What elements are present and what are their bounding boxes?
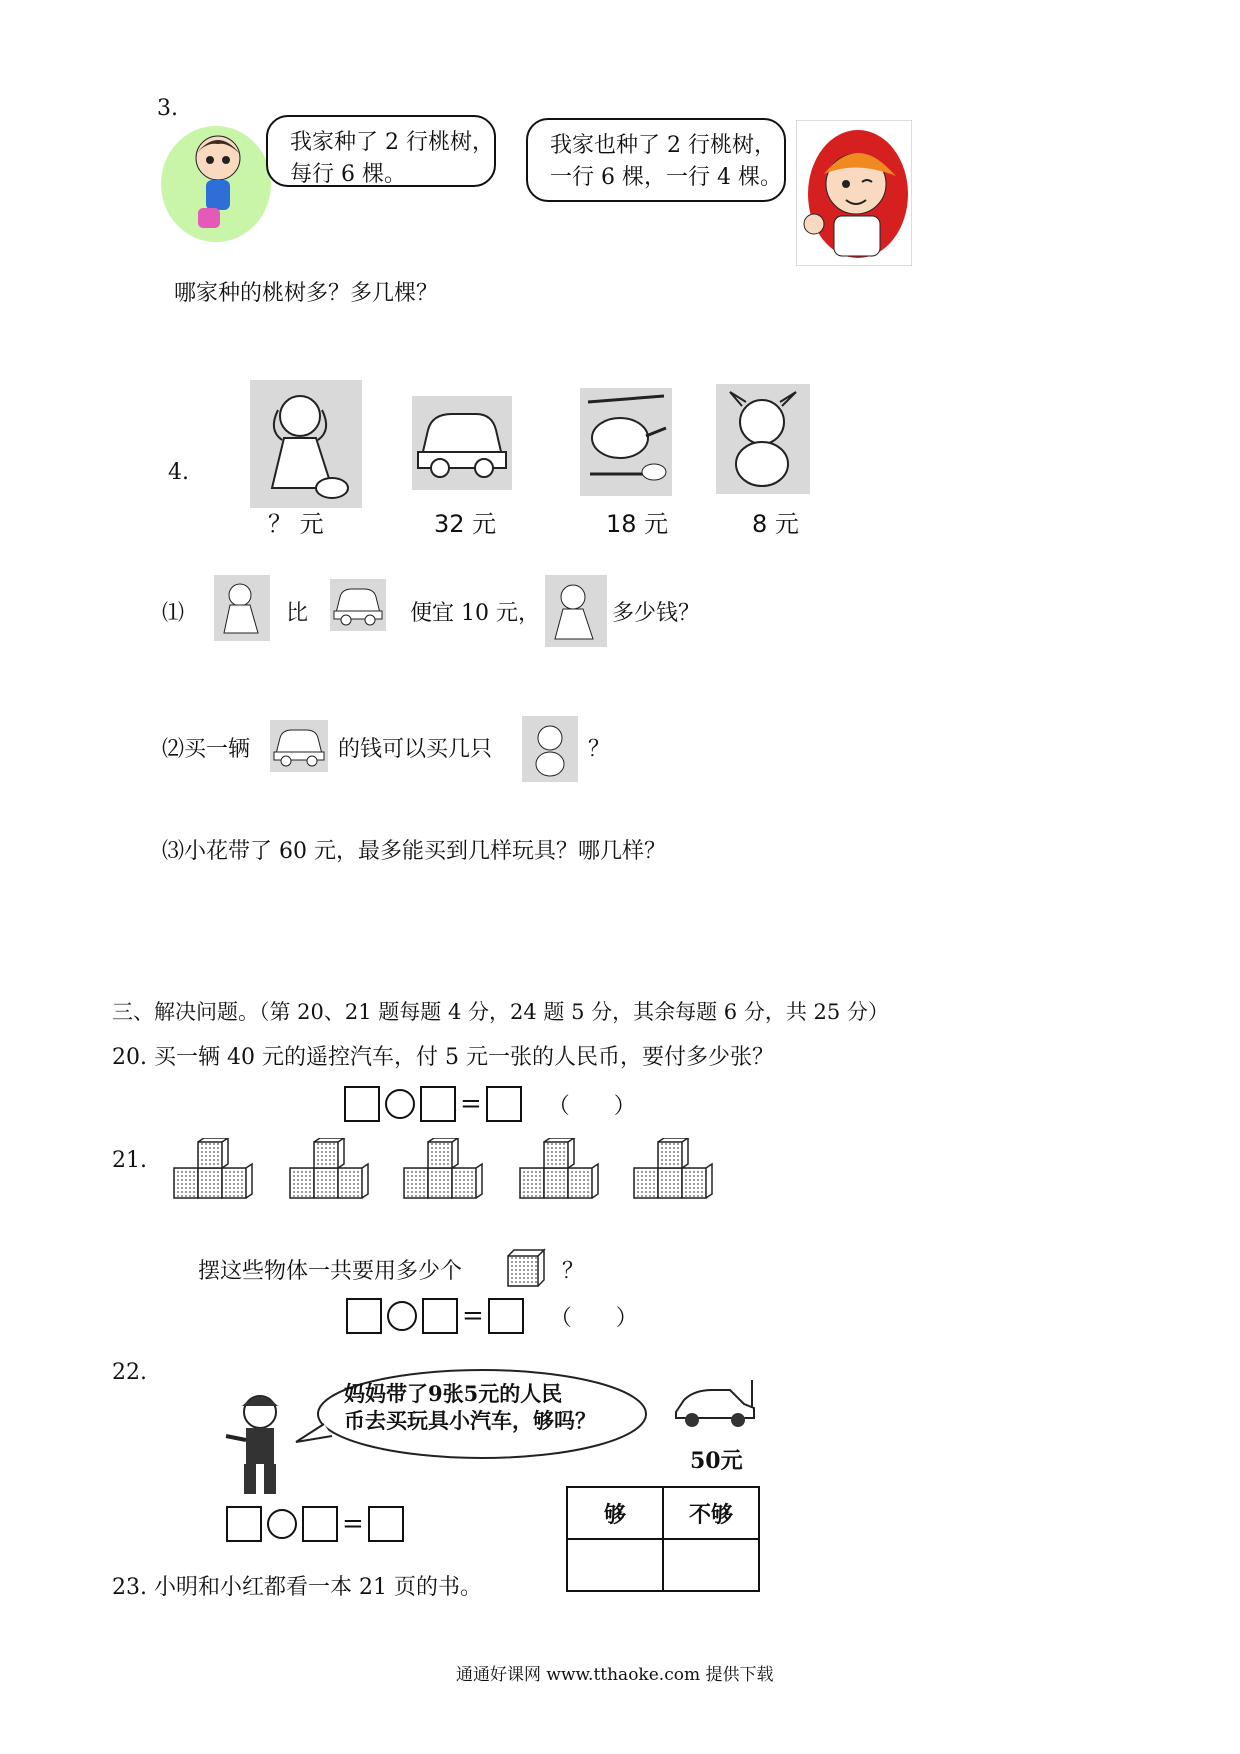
cube-stack-3 (404, 1138, 482, 1198)
unit-paren: （ ） (547, 1093, 636, 1119)
sub-question-2-text-c: ？ (588, 737, 611, 762)
girl-illustration-icon (158, 118, 278, 250)
answer-box[interactable] (302, 1506, 338, 1542)
not-enough-header: 不够 (663, 1487, 759, 1539)
sub-question-1-text-c: 多少钱？ (612, 601, 701, 626)
sub-question-1-text-b: 便宜 10 元， (410, 601, 540, 626)
sub-question-1-label: ⑴ (162, 601, 185, 626)
answer-box[interactable] (226, 1506, 262, 1542)
kid-speech-line-1: 妈妈带了9张5元的人民 (344, 1381, 563, 1406)
car-icon (412, 396, 512, 490)
not-enough-check-cell[interactable] (663, 1539, 759, 1591)
equals-sign: = (342, 1509, 364, 1539)
page-footer: 通通好课网 www.tthaoke.com 提供下载 (456, 1665, 774, 1685)
answer-box[interactable] (420, 1086, 456, 1122)
sub-question-2-text-b: 的钱可以买几只 (338, 737, 493, 762)
answer-box[interactable] (346, 1298, 382, 1334)
question-number-3: 3. (157, 96, 178, 121)
sub-question-2-text-a: ⑵买一辆 (162, 737, 251, 762)
piglet-icon (716, 384, 810, 494)
piglet-price: 8 元 (752, 510, 799, 538)
doll-icon (250, 380, 362, 508)
operator-circle[interactable] (385, 1089, 415, 1119)
toy-car-price: 50元 (690, 1448, 743, 1474)
question-23-text: 23. 小明和小红都看一本 21 页的书。 (112, 1575, 482, 1600)
enough-answer-table (566, 1486, 760, 1592)
car-small-icon (270, 720, 328, 772)
car-small-icon (330, 579, 386, 631)
kid-speech-line-2: 币去买玩具小汽车，够吗？ (344, 1408, 596, 1434)
sub-question-3-text: ⑶小花带了 60 元，最多能买到几样玩具？哪几样？ (162, 839, 666, 864)
answer-box[interactable] (488, 1298, 524, 1334)
question-number-21: 21. (112, 1148, 147, 1173)
doll-price: ？ 元 (268, 510, 324, 538)
piglet-small-icon (522, 716, 578, 782)
boy-speech-bubble (526, 118, 786, 202)
q22-equation (226, 1506, 404, 1542)
equals-sign: = (462, 1301, 484, 1331)
enough-header: 够 (567, 1487, 663, 1539)
answer-box[interactable] (344, 1086, 380, 1122)
boy-speech-line-2: 一行 6 棵，一行 4 棵。 (550, 164, 782, 190)
equals-sign: = (460, 1089, 482, 1119)
question-20-text: 20. 买一辆 40 元的遥控汽车，付 5 元一张的人民币，要付多少张？ (112, 1045, 774, 1070)
question-number-4: 4. (168, 460, 189, 485)
cube-stack-4 (520, 1138, 598, 1198)
q3-question: 哪家种的桃树多？多几棵？ (174, 281, 439, 306)
boy-illustration-icon (796, 120, 912, 266)
cube-stack-2 (290, 1138, 368, 1198)
operator-circle[interactable] (267, 1509, 297, 1539)
kid-speech-text (344, 1380, 596, 1435)
enough-check-cell[interactable] (567, 1539, 663, 1591)
toy-car-icon (672, 1378, 756, 1432)
girl-speech-bubble (266, 115, 496, 187)
car-price: 32 元 (434, 510, 497, 538)
cube-stack-1 (174, 1138, 252, 1198)
helicopter-price: 18 元 (606, 510, 669, 538)
answer-box[interactable] (422, 1298, 458, 1334)
answer-box[interactable] (486, 1086, 522, 1122)
cube-stack-5 (634, 1138, 712, 1198)
doll-small-icon (545, 575, 607, 647)
sub-question-1-text-a: 比 (286, 601, 309, 626)
section-3-heading: 三、解决问题。（第 20、21 题每题 4 分，24 题 5 分，其余每题 6 分，共 25 分） (112, 1000, 889, 1024)
question-number-22: 22. (112, 1360, 147, 1385)
q20-equation (344, 1086, 636, 1122)
operator-circle[interactable] (387, 1301, 417, 1331)
cube-icon (506, 1248, 546, 1288)
answer-box[interactable] (368, 1506, 404, 1542)
doll-small-icon (214, 575, 270, 641)
kid-illustration-icon (220, 1388, 298, 1500)
girl-speech-line-2: 每行 6 棵。 (290, 161, 406, 187)
helicopter-icon (580, 388, 672, 496)
boy-speech-line-1: 我家也种了 2 行桃树， (550, 133, 776, 158)
q21-question-a: 摆这些物体一共要用多少个 (198, 1259, 463, 1284)
q21-equation (346, 1298, 638, 1334)
q21-question-b: ？ (562, 1259, 585, 1284)
girl-speech-line-1: 我家种了 2 行桃树， (290, 130, 494, 155)
unit-paren: （ ） (549, 1305, 638, 1331)
cube-stacks-figure (172, 1138, 732, 1208)
